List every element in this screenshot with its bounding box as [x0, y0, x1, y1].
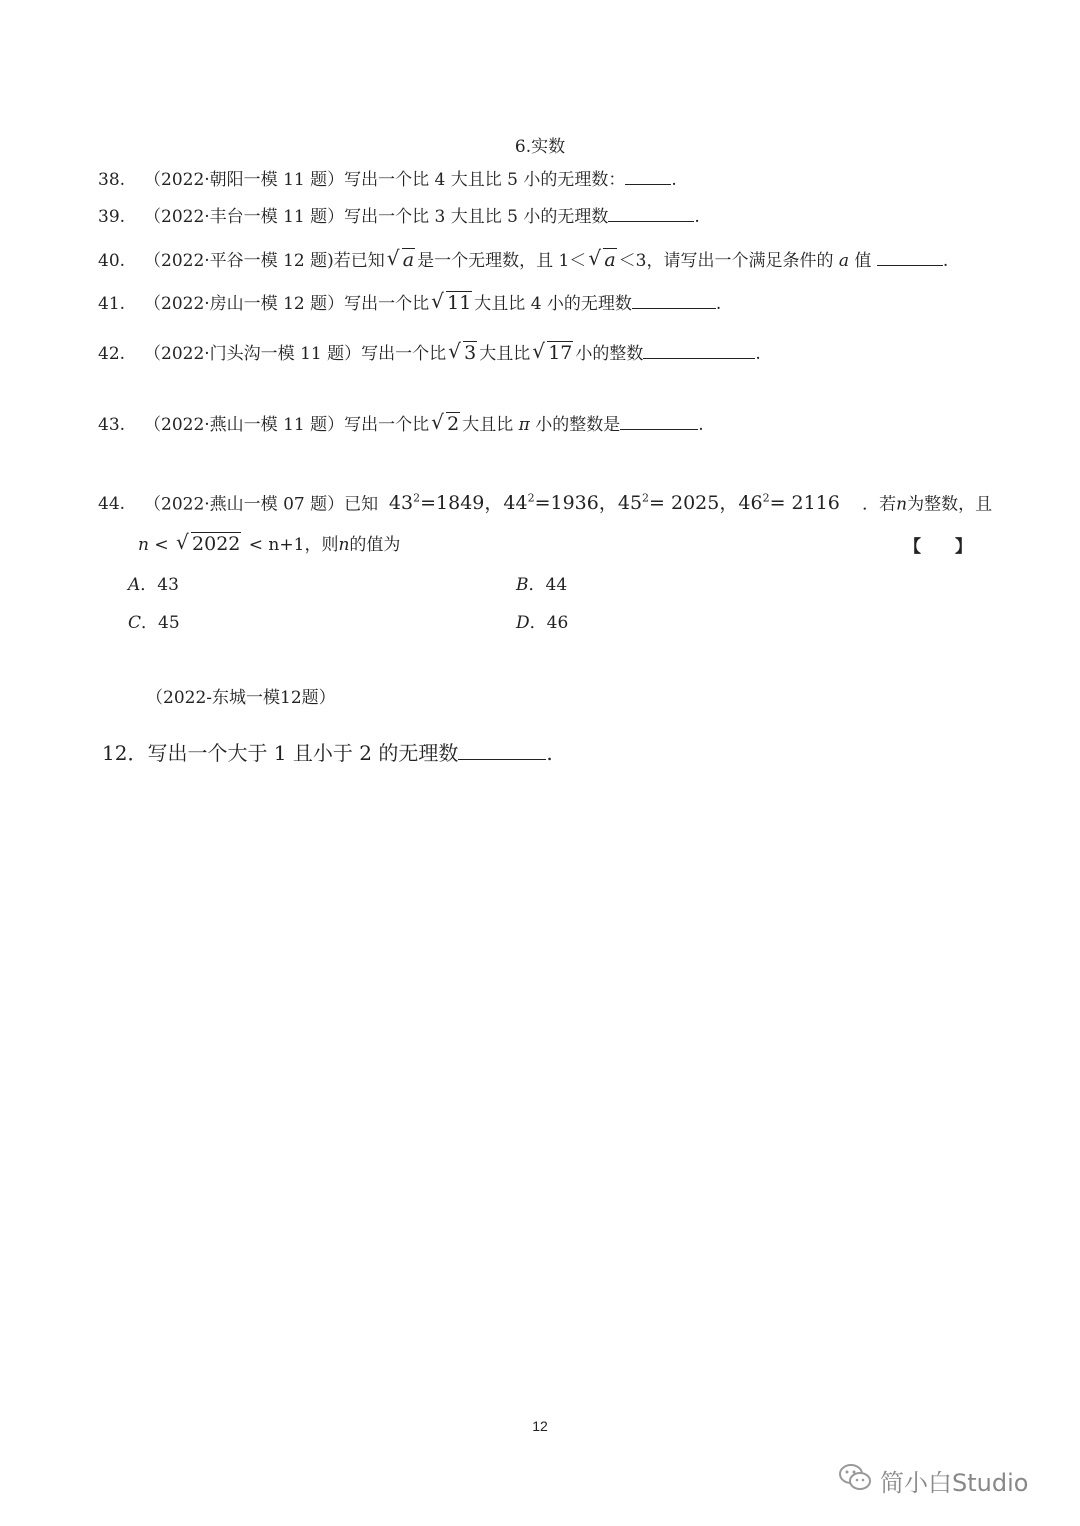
answer-blank	[620, 413, 698, 430]
question-source: （2022·燕山一模 07 题）已知	[144, 494, 379, 515]
variable-n: n	[896, 494, 908, 515]
variable-n: n	[338, 535, 350, 555]
sqrt-a: √ a	[387, 248, 415, 272]
answer-bracket: 【 】	[904, 537, 972, 557]
question-44-condition	[138, 532, 400, 557]
sqrt-11: √ 11	[431, 291, 472, 315]
page-title: 6.实数	[514, 137, 566, 157]
sqrt-a: √ a	[588, 248, 616, 272]
sqrt-17: √ 17	[532, 341, 573, 365]
pi-symbol: π	[518, 415, 530, 435]
condition-text: < n+1，则	[248, 535, 339, 555]
question-source: （2022·平谷一模 12 题)若已知	[144, 251, 385, 271]
wechat-icon	[838, 1462, 872, 1498]
question-text: （2022·燕山一模 11 题）写出一个比	[144, 415, 430, 435]
answer-blank	[632, 292, 716, 309]
variable-a: a	[838, 251, 850, 271]
option-b[interactable]: B．44	[516, 575, 568, 595]
question-42: 42. （2022·门头沟一模 11 题）写出一个比√ 3 大且比√ 17 小的整数 .	[98, 341, 761, 366]
question-44	[98, 487, 992, 516]
period: .	[546, 741, 553, 765]
question-number: 44.	[98, 494, 126, 515]
question-text: ．若	[862, 494, 897, 515]
question-text: （2022·房山一模 12 题）写出一个比	[144, 294, 430, 314]
option-d[interactable]: D．46	[516, 613, 569, 633]
question-text: 为整数，且	[907, 494, 993, 515]
question-text: 的值为	[349, 535, 401, 555]
question-text: （2022·朝阳一模 11 题）写出一个比 4 大且比 5 小的无理数：	[144, 170, 626, 190]
answer-blank	[625, 168, 671, 185]
sqrt-2022: √ 2022	[176, 532, 241, 556]
answer-blank	[458, 739, 546, 760]
question-text: 值	[854, 251, 872, 271]
page-number: 12	[532, 1418, 548, 1434]
question-number: 42.	[98, 344, 126, 364]
question-text: 12．写出一个大于 1 且小于 2 的无理数	[102, 741, 459, 765]
extra-question-source: （2022-东城一模12题）	[146, 688, 336, 708]
question-number: 38.	[98, 170, 126, 190]
option-c[interactable]: C．45	[128, 613, 180, 633]
question-text: （2022·门头沟一模 11 题）写出一个比	[144, 344, 447, 364]
question-text: 大且比	[479, 344, 531, 364]
sqrt-2: √ 2	[431, 412, 460, 436]
sqrt-3: √ 3	[448, 341, 477, 365]
variable-n: n	[138, 535, 149, 555]
question-text: 大且比	[462, 415, 514, 435]
extra-question	[102, 737, 553, 766]
option-a[interactable]: A．43	[128, 575, 179, 595]
question-38: 38. （2022·朝阳一模 11 题）写出一个比 4 大且比 5 小的无理数： .	[98, 170, 677, 190]
question-text: 小的整数	[575, 344, 644, 364]
question-number: 43.	[98, 415, 126, 435]
watermark-text: 简小白Studio	[880, 1468, 1029, 1497]
question-text: （2022·丰台一模 11 题）写出一个比 3 大且比 5 小的无理数	[144, 207, 609, 227]
question-number: 39.	[98, 207, 126, 227]
answer-blank	[877, 249, 943, 266]
question-39: 39. （2022·丰台一模 11 题）写出一个比 3 大且比 5 小的无理数 .	[98, 207, 700, 227]
answer-blank	[643, 342, 755, 359]
question-text: ＜3，请写出一个满足条件的	[618, 251, 834, 271]
answer-blank	[608, 205, 694, 222]
less-than: <	[154, 535, 169, 555]
equation-list: $43^2=1849$，$44^2=1936$，$45^2= 2025$，$46^2= 2116$	[388, 492, 840, 515]
question-text: 是一个无理数，且 1＜	[417, 251, 587, 271]
question-number: 40.	[98, 251, 126, 271]
question-number: 41.	[98, 294, 126, 314]
question-text: 大且比 4 小的无理数	[474, 294, 632, 314]
watermark	[838, 1462, 1028, 1498]
question-40: 40. （2022·平谷一模 12 题)若已知√ a 是一个无理数，且 1＜√ a ＜3，请写出一个满足条件的 a 值 .	[98, 248, 948, 273]
question-41: 41. （2022·房山一模 12 题）写出一个比√ 11 大且比 4 小的无理数 .	[98, 291, 721, 316]
question-text: 小的整数是	[535, 415, 621, 435]
question-43: 43. （2022·燕山一模 11 题）写出一个比√ 2 大且比 π 小的整数是 .	[98, 412, 704, 437]
